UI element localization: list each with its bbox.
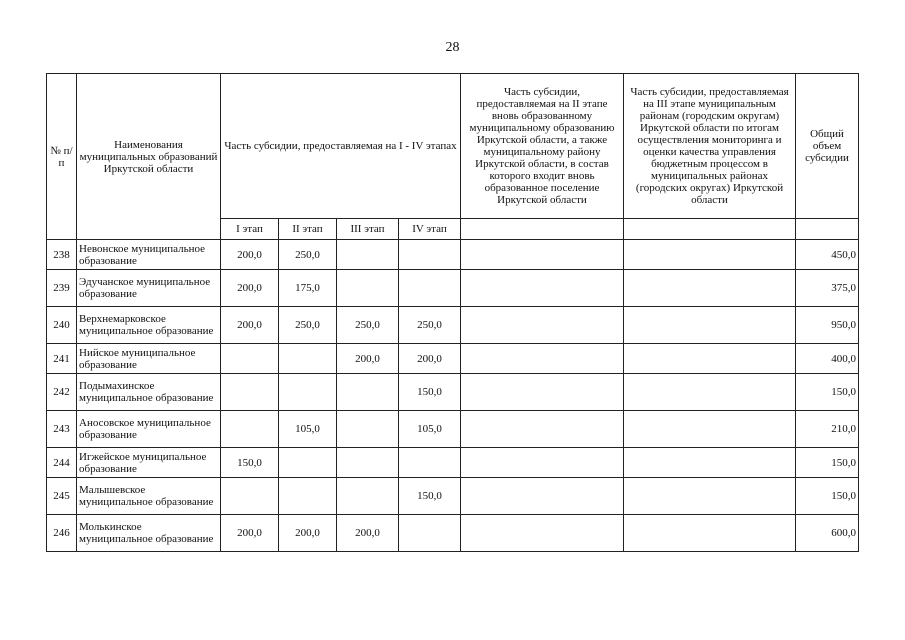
row-part2-value <box>461 515 624 552</box>
header-part2: Часть субсидии, предоставляемая на II этапе вновь образованному муниципальному образованию Иркутской области, а также муниципальному району Иркутской области, в состав которого входит вновь образованное поселение Иркутской области <box>461 74 624 219</box>
header-row <box>47 74 859 219</box>
row-number: 240 <box>47 307 77 344</box>
row-part3-value <box>624 478 796 515</box>
row-part2-value <box>461 478 624 515</box>
row-stage-2-value: 105,0 <box>279 411 337 448</box>
row-total: 210,0 <box>796 411 859 448</box>
row-stage-3-value: 200,0 <box>337 515 399 552</box>
header-part3-blank <box>624 219 796 240</box>
row-stage-3-value: 200,0 <box>337 344 399 374</box>
header-stage-1: I этап <box>221 219 279 240</box>
header-num: № п/п <box>47 74 77 240</box>
row-stage-2-value: 175,0 <box>279 270 337 307</box>
row-part2-value <box>461 307 624 344</box>
header-stage-3: III этап <box>337 219 399 240</box>
table-row <box>47 240 859 270</box>
table-row <box>47 270 859 307</box>
row-name: Малышевское муниципальное образование <box>77 478 221 515</box>
row-total: 150,0 <box>796 374 859 411</box>
table-row <box>47 344 859 374</box>
row-stage-4-value <box>399 270 461 307</box>
row-total: 600,0 <box>796 515 859 552</box>
table-row <box>47 411 859 448</box>
header-total-blank <box>796 219 859 240</box>
row-stage-1-value: 200,0 <box>221 307 279 344</box>
row-number: 246 <box>47 515 77 552</box>
row-part3-value <box>624 270 796 307</box>
row-stage-1-value <box>221 478 279 515</box>
row-stage-1-value: 150,0 <box>221 448 279 478</box>
header-total: Общий объем субсидии <box>796 74 859 219</box>
row-stage-4-value <box>399 240 461 270</box>
row-part3-value <box>624 344 796 374</box>
row-part2-value <box>461 240 624 270</box>
header-stage-4: IV этап <box>399 219 461 240</box>
page-number: 28 <box>445 40 460 55</box>
header-name: Наименования муниципальных образований Иркутской области <box>77 74 221 240</box>
row-stage-3-value <box>337 411 399 448</box>
row-stage-3-value <box>337 270 399 307</box>
table-row <box>47 448 859 478</box>
row-stage-1-value: 200,0 <box>221 240 279 270</box>
row-stage-4-value: 250,0 <box>399 307 461 344</box>
row-stage-2-value <box>279 478 337 515</box>
row-part3-value <box>624 448 796 478</box>
row-part2-value <box>461 374 624 411</box>
row-total: 450,0 <box>796 240 859 270</box>
row-part3-value <box>624 411 796 448</box>
row-total: 950,0 <box>796 307 859 344</box>
row-name: Игжейское муниципальное образование <box>77 448 221 478</box>
row-number: 238 <box>47 240 77 270</box>
row-total: 375,0 <box>796 270 859 307</box>
row-part3-value <box>624 307 796 344</box>
row-name: Молькинское муниципальное образование <box>77 515 221 552</box>
row-stage-4-value: 200,0 <box>399 344 461 374</box>
row-number: 241 <box>47 344 77 374</box>
row-total: 400,0 <box>796 344 859 374</box>
row-name: Подымахинское муниципальное образование <box>77 374 221 411</box>
row-total: 150,0 <box>796 478 859 515</box>
row-stage-4-value: 105,0 <box>399 411 461 448</box>
row-stage-2-value: 250,0 <box>279 240 337 270</box>
row-stage-2-value: 200,0 <box>279 515 337 552</box>
row-name: Эдучанское муниципальное образование <box>77 270 221 307</box>
row-stage-1-value <box>221 411 279 448</box>
table-row <box>47 374 859 411</box>
row-number: 244 <box>47 448 77 478</box>
table-row <box>47 515 859 552</box>
row-number: 245 <box>47 478 77 515</box>
row-name: Верхнемарковское муниципальное образование <box>77 307 221 344</box>
subsidy-table <box>46 73 859 552</box>
row-stage-4-value: 150,0 <box>399 374 461 411</box>
row-stage-4-value <box>399 515 461 552</box>
table-header <box>47 74 859 240</box>
row-part2-value <box>461 448 624 478</box>
row-stage-3-value <box>337 478 399 515</box>
row-stage-3-value <box>337 448 399 478</box>
header-part3: Часть субсидии, предоставляемая на III этапе муниципальным районам (городским округам) Иркутской области по итогам осуществления мониторинга и оценки качества управления бюджетным процессом в муниципальных районах (городских округах) Иркутской области <box>624 74 796 219</box>
row-stage-1-value: 200,0 <box>221 515 279 552</box>
table-row <box>47 478 859 515</box>
row-stage-3-value: 250,0 <box>337 307 399 344</box>
header-part2-blank <box>461 219 624 240</box>
row-stage-3-value <box>337 240 399 270</box>
row-stage-4-value: 150,0 <box>399 478 461 515</box>
row-part2-value <box>461 270 624 307</box>
row-number: 243 <box>47 411 77 448</box>
row-stage-4-value <box>399 448 461 478</box>
header-stages-group: Часть субсидии, предоставляемая на I - IV этапах <box>221 74 461 219</box>
row-part3-value <box>624 240 796 270</box>
row-stage-3-value <box>337 374 399 411</box>
row-stage-2-value <box>279 374 337 411</box>
row-stage-2-value <box>279 448 337 478</box>
row-part2-value <box>461 411 624 448</box>
row-part3-value <box>624 515 796 552</box>
table-body <box>47 240 859 552</box>
row-name: Невонское муниципальное образование <box>77 240 221 270</box>
row-number: 239 <box>47 270 77 307</box>
table-row <box>47 307 859 344</box>
row-stage-1-value <box>221 374 279 411</box>
row-stage-2-value <box>279 344 337 374</box>
row-stage-1-value <box>221 344 279 374</box>
row-number: 242 <box>47 374 77 411</box>
row-total: 150,0 <box>796 448 859 478</box>
row-name: Нийское муниципальное образование <box>77 344 221 374</box>
row-part2-value <box>461 344 624 374</box>
row-stage-1-value: 200,0 <box>221 270 279 307</box>
row-stage-2-value: 250,0 <box>279 307 337 344</box>
row-name: Аносовское муниципальное образование <box>77 411 221 448</box>
header-stage-2: II этап <box>279 219 337 240</box>
row-part3-value <box>624 374 796 411</box>
